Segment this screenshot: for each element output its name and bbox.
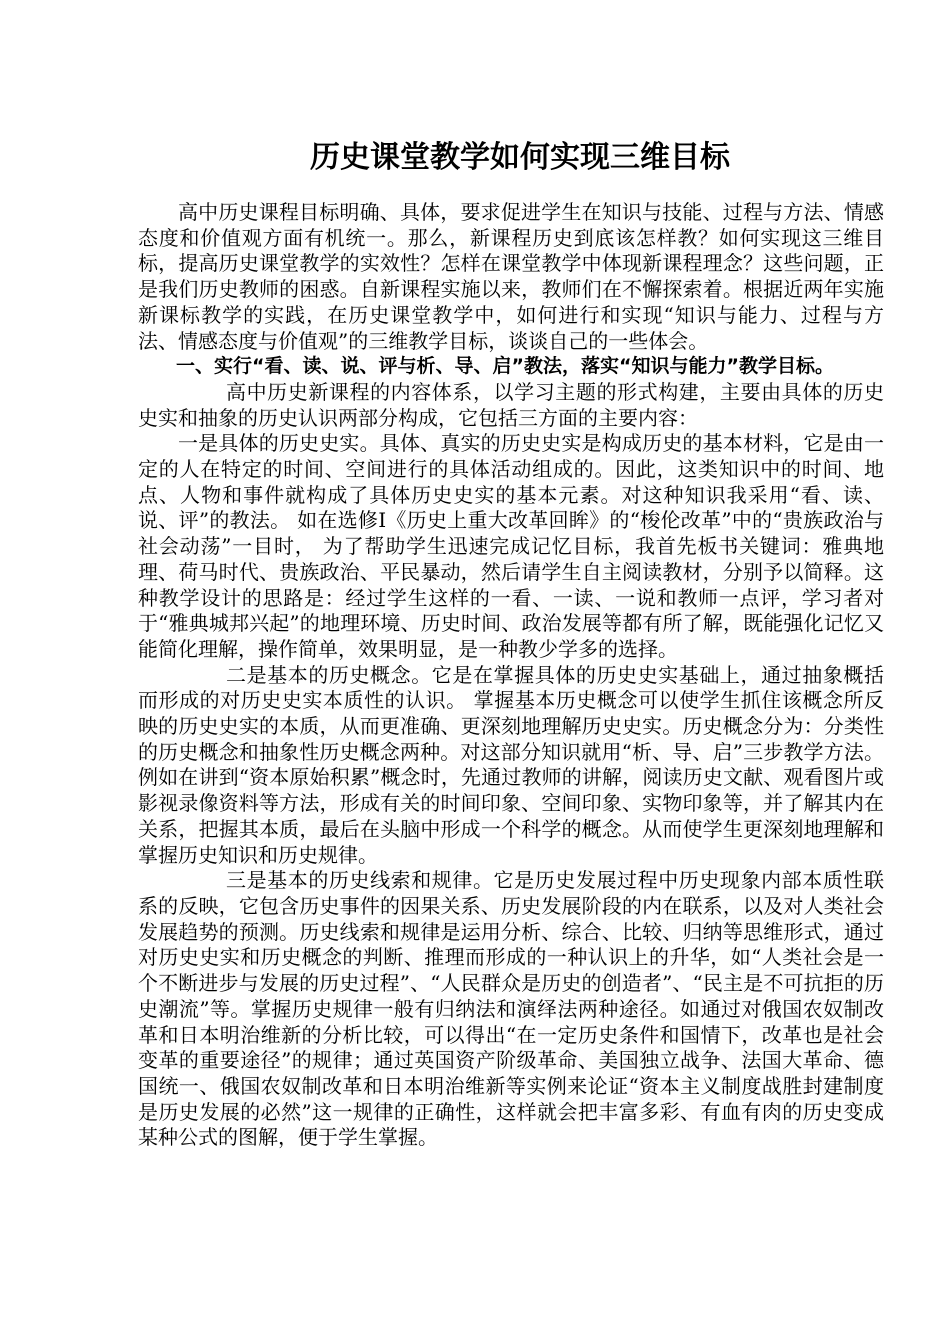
- section-heading-1: 一、实行“看、读、说、评与析、导、启”教法，落实“知识与能力”教学目标。: [176, 355, 834, 378]
- document-page: [138, 138, 884, 1151]
- historical-laws-paragraph: 三是基本的历史线索和规律。它是历史发展过程中历史现象内部本质性联系的反映，它包含历史事件的因果关系、历史发展阶段的内在联系，以及对人类社会发展趋势的预测。历史线索和规律是运用分析、综合、比较、归纳等思维形式，通过对历史史实和历史概念的判断、推理而形成的一种认识上的升华，如“人类社会是一个不断进步与发展的历史过程”、“人民群众是历史的创造者”、“民主是不可抗拒的历史潮流”等。掌握历史规律一般有归纳法和演绎法两种途径。如通过对俄国农奴制改革和日本明治维新的分析比较，可以得出“在一定历史条件和国情下，改革也是社会变革的重要途径”的规律；通过英国资产阶级革命、美国独立战争、法国大革命、德国统一、俄国农奴制改革和日本明治维新等实例来论证“资本主义制度战胜封建制度是历史发展的必然”这一规律的正确性，这样就会把丰富多彩、有血有肉的历史变成某种公式的图解，便于学生掌握。: [138, 868, 884, 1150]
- intro-paragraph: 高中历史课程目标明确、具体，要求促进学生在知识与技能、过程与方法、情感态度和价值观方面有机统一。那么，新课程历史到底该怎样教？如何实现这三维目标，提高历史课堂教学的实效性？怎样在课堂教学中体现新课程理念？这些问题，正是我们历史教师的困惑。自新课程实施以来，教师们在不懈探索着。根据近两年实施新课标教学的实践，在历史课堂教学中，如何进行和实现“知识与能力、过程与方法、情感态度与价值观”的三维教学目标，谈谈自己的一些体会。: [138, 200, 884, 353]
- historical-facts-paragraph: 一是具体的历史史实。具体、真实的历史史实是构成历史的基本材料，它是由一定的人在特定的时间、空间进行的具体活动组成的。因此，这类知识中的时间、地点、人物和事件就构成了具体历史史实的基本元素。对这种知识我采用“看、读、说、评”的教法。 如在选修Ⅰ《历史上重大改革回眸》的“梭伦改革”中的“贵族政治与社会动荡”一目时， 为了帮助学生迅速完成记忆目标，我首先板书关键词：雅典地理、荷马时代、贵族政治、平民暴动，然后请学生自主阅读教材，分别予以简释。这种教学设计的思路是：经过学生这样的一看、一读、一说和教师一点评，学习者对于“雅典城邦兴起”的地理环境、历史时间、政治发展等都有所了解，既能强化记忆又能简化理解，操作简单，效果明显，是一种教少学多的选择。: [138, 431, 884, 661]
- historical-concepts-paragraph: 二是基本的历史概念。它是在掌握具体的历史史实基础上，通过抽象概括而形成的对历史史实本质性的认识。 掌握基本历史概念可以使学生抓住该概念所反映的历史史实的本质，从而更准确、更深刻地理解历史史实。历史概念分为：分类性的历史概念和抽象性历史概念两种。对这部分知识就用“析、导、启”三步教学方法。例如在讲到“资本原始积累”概念时，先通过教师的讲解，阅读历史文献、观看图片或影视录像资料等方法，形成有关的时间印象、空间印象、实物印象等，并了解其内在关系，把握其本质，最后在头脑中形成一个科学的概念。从而使学生更深刻地理解和掌握历史知识和历史规律。: [138, 662, 884, 867]
- content-overview-paragraph: 高中历史新课程的内容体系，以学习主题的形式构建，主要由具体的历史史实和抽象的历史认识两部分构成，它包括三方面的主要内容：: [138, 379, 884, 430]
- document-title: 历史课堂教学如何实现三维目标: [310, 140, 730, 175]
